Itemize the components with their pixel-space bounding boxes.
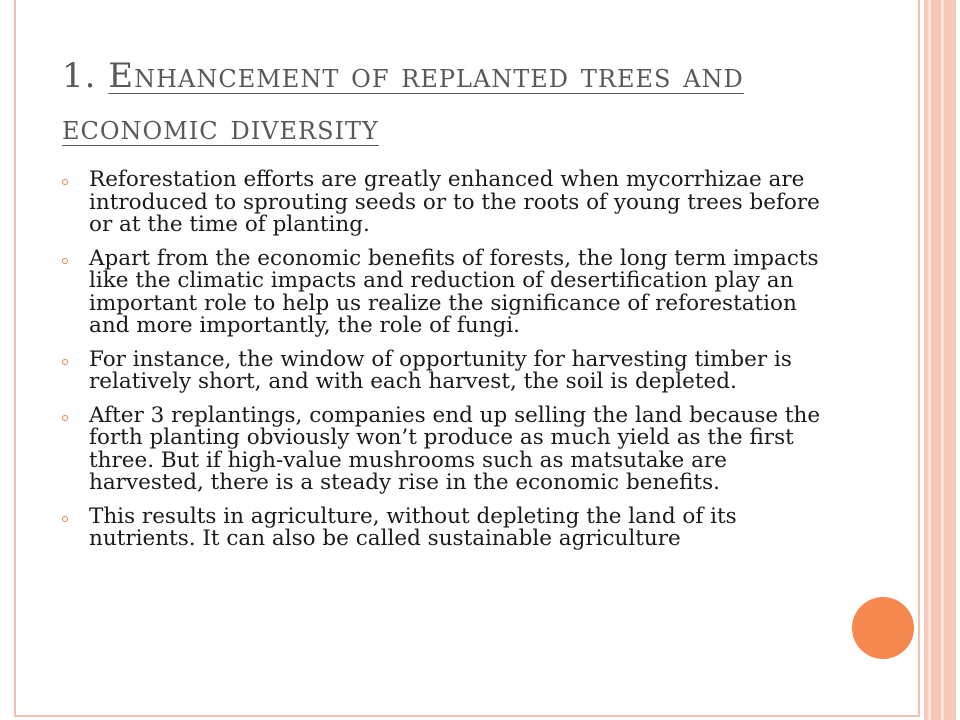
bullet-item [62, 503, 842, 551]
bullet-list [62, 169, 842, 562]
bullet-item [62, 346, 842, 394]
bullet-item [62, 402, 842, 495]
bullet-icon [62, 258, 68, 264]
bullet-text: Reforestation efforts are greatly enhanced when mycorrhizae are introduced to sprouting seeds or to the roots of young trees before or at the time of planting. [89, 167, 820, 237]
side-stripe [944, 0, 956, 720]
bullet-text: Apart from the economic benefits of forests, the long term impacts like the climatic impacts and reduction of desertification play an important role to help us realize the significance of reforestation and more importantly, the role of fungi. [89, 245, 819, 338]
bullet-text: After 3 replantings, companies end up selling the land because the forth planting obviously won’t produce as much yield as the first three. But if high-value mushrooms such as matsutake are harvested, there is a steady rise in the economic benefits. [89, 402, 821, 495]
bullet-icon [62, 179, 68, 185]
bullet-icon [62, 516, 68, 522]
bullet-text: This results in agriculture, without depleting the land of its nutrients. It can also be called sustainable agriculture [89, 503, 737, 551]
title-text: Enhancement of replanted trees and economic diversity [62, 56, 744, 148]
bullet-icon [62, 359, 68, 365]
bullet-item [62, 245, 842, 338]
title-number: 1. [62, 56, 97, 96]
bullet-text: For instance, the window of opportunity for harvesting timber is relatively short, and with each harvest, the soil is depleted. [89, 346, 792, 394]
decorative-circle [852, 597, 914, 659]
slide-title [62, 50, 882, 154]
bullet-icon [62, 415, 68, 421]
bullet-item [62, 169, 842, 237]
side-stripe [931, 0, 941, 720]
